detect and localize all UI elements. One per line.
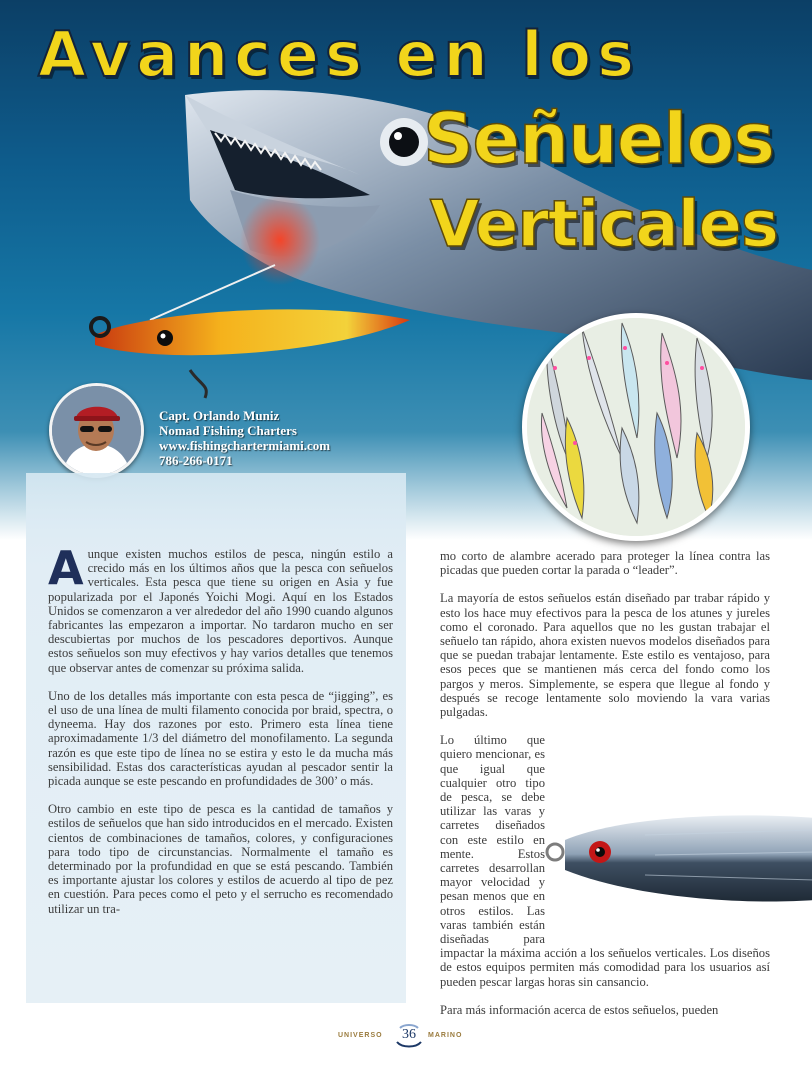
magazine-name-left: UNIVERSO xyxy=(338,1032,383,1039)
title-line-3: Verticales xyxy=(429,188,778,262)
author-credit xyxy=(159,408,330,468)
paragraph: mo corto de alambre acerado para proteger la línea contra las picadas que pueden cortar la parada o “leader”. xyxy=(440,549,770,578)
paragraph-text: Lo último que quiero mencionar, es que igual que cualquier otro tipo de pesca, se debe utilizar las varas y carretes diseñados con este estilo en mente. Estos carretes desarrollan mayor velocidad y pesan menos que en otros estilos. Las varas también están diseñadas para impactar la máxima acción a los señuelos verticales. Los diseños de estos equipos permiten más comodidad para los usuarios así pueden pescar largas horas sin cansancio. xyxy=(440,733,770,989)
author-website[interactable]: www.fishingchartermiami.com xyxy=(159,438,331,453)
author-avatar xyxy=(49,383,144,478)
lures-photo xyxy=(522,313,750,541)
author-name: Capt. Orlando Muniz xyxy=(159,408,280,423)
drop-cap: A xyxy=(48,541,84,595)
silver-lure-photo xyxy=(545,800,812,920)
page-footer xyxy=(0,1020,812,1050)
paragraph: Otro cambio en este tipo de pesca es la cantidad de tamaños y estilos de señuelos que han sido introducidos en el mercado. Existen cientos de combinaciones de tamaños, colores, y configuraciones para todo tipo de circunstancias. Normalmente el tamaño es determinado por la profundidad en que se está pescando. También es importante ajustar los colores y estilos de acuerdo al tipo de pez en cuestión. Para peces como el peto y el serrucho es recomendado utilizar un tra- xyxy=(48,802,393,916)
paragraph: Uno de los detalles más importante con esta pesca de “jigging”, es el uso de una línea de multi filamento conocida por braid, spectra, o dyneema. Hay dos razones por esto. Primero esta línea tiene aproximadamente 1/3 del diámetro del monofilamento. La segunda razón es que este tipo de línea no se estira y esto le da mucha más sensibilidad. Estas dos características ayudan al pescador sentir la picada aunque se este pescando en profundidades de 300’ o más. xyxy=(48,688,393,789)
paragraph: La mayoría de estos señuelos están diseñado par trabar rápido y esto los hace muy efectivos para la pesca de los atunes y jureles como el coronado. Para aquellos que no les gustan trabajar el señuelo tan rápido, ahora existen nuevos modelos diseñados para que se puedan trabajar lentamente. Este estilo es ventajoso, para esos peces que se mantienen más cerca del fondo como los pargos y meros. Simplemente, se espera que llegue al fondo y después se recoge lentamente solo moviendo la vara varias pulgadas. xyxy=(440,591,770,720)
author-company: Nomad Fishing Charters xyxy=(159,423,297,438)
magazine-logo xyxy=(338,1024,478,1048)
title-line-2: Señuelos xyxy=(423,98,774,180)
article-right-column xyxy=(440,549,770,1031)
magazine-name-right: MARINO xyxy=(428,1032,463,1039)
title-line-1: Avances en los xyxy=(38,18,640,91)
author-phone: 786-266-0171 xyxy=(159,453,233,468)
paragraph-text: unque existen muchos estilos de pesca, ningún estilo a crecido más en los últimos años que la pesca con señuelos verticales. Esta pesca que tiene su origen en Asia y fue popularizada por el Japonés Yoichi Mogi. Aquí en los Estados Unidos se comenzaron a ver alrededor del año 1990 cuando algunos fabricantes las empezaron a importar. No tardaron mucho en ser descubiertas por muchos de los pescadores deportivos. Aunque estos señuelos son muy efectivos y hay varios detalles que tenemos que observar antes de comenzar su próxima salida. xyxy=(48,547,393,675)
article-left-column xyxy=(48,541,393,930)
paragraph xyxy=(48,541,393,675)
paragraph: Para más información acerca de estos señuelos, pueden xyxy=(440,1002,719,1017)
page-number: 36 xyxy=(402,1027,416,1042)
